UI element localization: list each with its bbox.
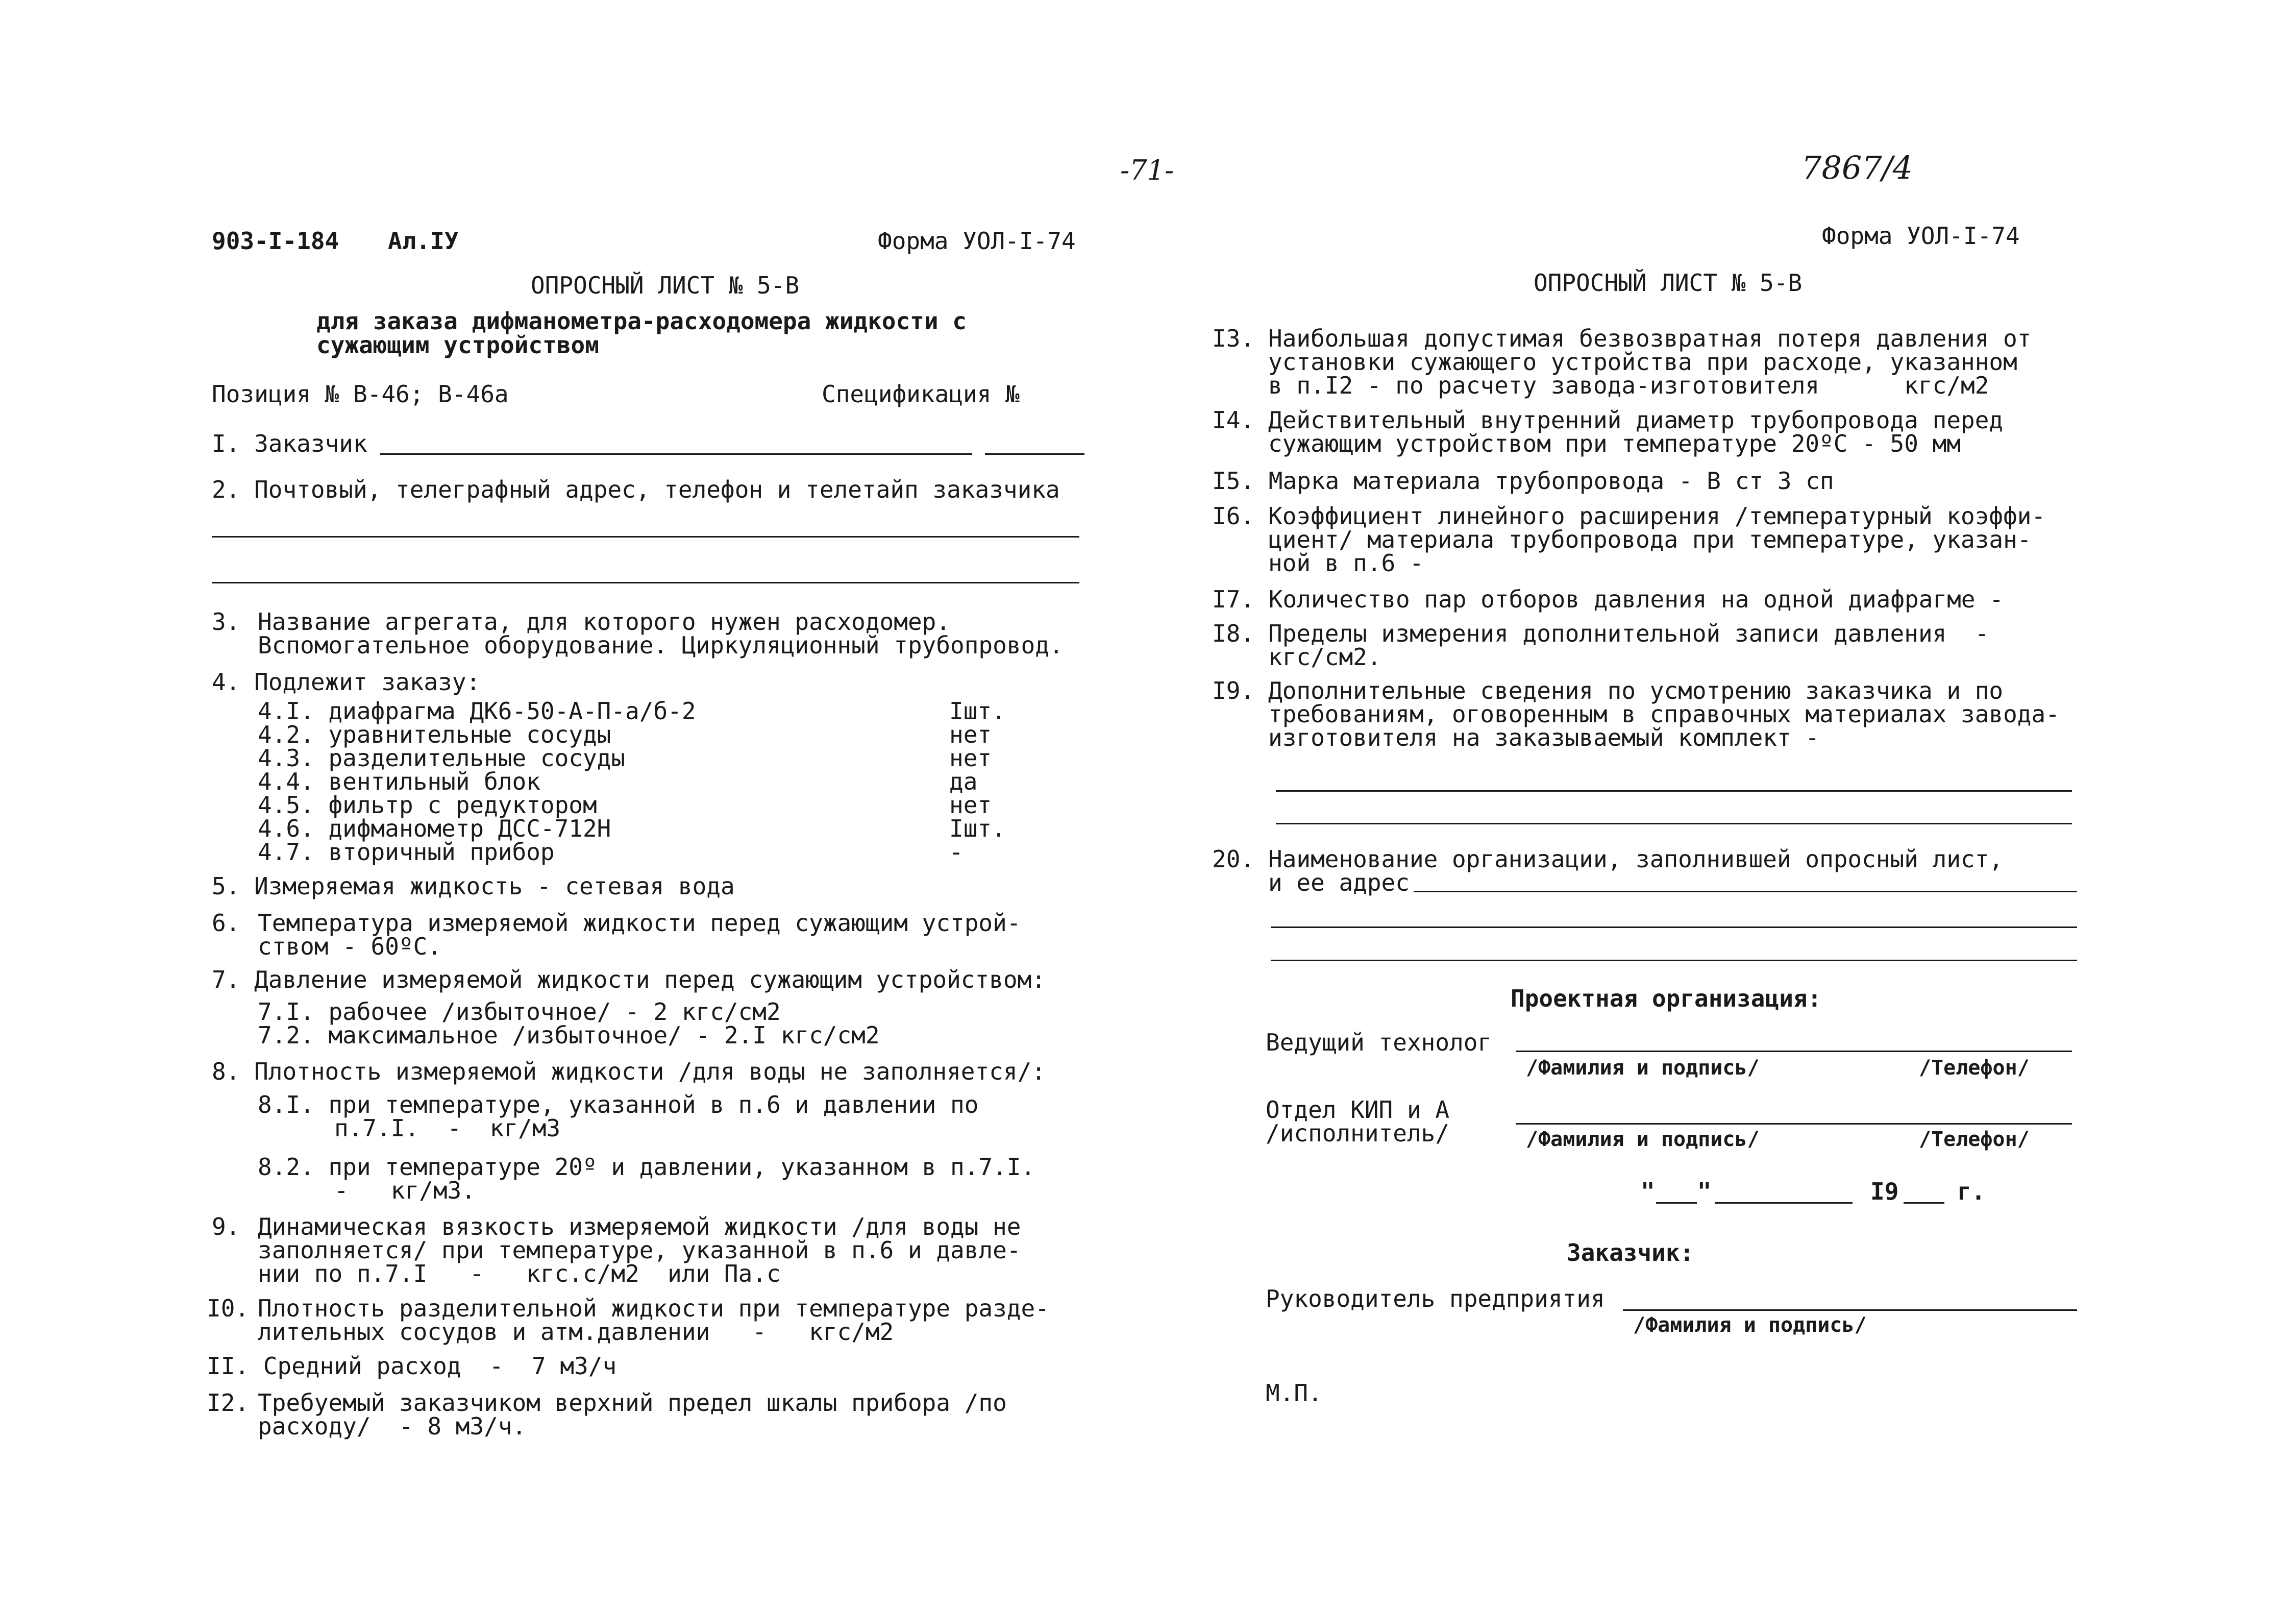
item-8: 8. Плотность измеряемой жидкости /для воды не заполняется/:	[212, 1058, 1046, 1085]
item-13-line-1: Наибольшая допустимая безвозвратная потеря давления от	[1268, 325, 2032, 352]
order-item-label: 4.7. вторичный прибор	[258, 838, 555, 866]
address-line-2	[212, 582, 1079, 583]
page-title-left: ОПРОСНЫЙ ЛИСТ № 5-В	[531, 272, 800, 299]
order-item-value: нет	[949, 791, 992, 819]
date-quotes: " "	[1641, 1178, 1712, 1205]
page-number: -71-	[1120, 154, 1174, 186]
customer-heading: Заказчик:	[1567, 1239, 1694, 1266]
date-year-line	[1904, 1202, 1944, 1204]
order-item	[258, 699, 1033, 723]
order-item-label: 4.I. диафрагма ДК6-50-А-П-а/б-2	[258, 697, 696, 725]
item-7-1: 7.I. рабочее /избыточное/ - 2 кгс/см2	[258, 998, 781, 1026]
order-item	[258, 770, 1033, 793]
item-6-line-2: ством - 60ºС.	[258, 933, 442, 960]
item-14-line-2: сужающим устройством при температуре 20ºС - 50 мм	[1268, 430, 1961, 457]
lead-technologist-signature-line	[1516, 1051, 2072, 1052]
subtitle-line-2: сужающим устройством	[316, 331, 599, 359]
stamp-place: М.П.	[1266, 1379, 1322, 1407]
item-16-line-1: Коэффициент линейного расширения /температурный коэффи-	[1268, 502, 2046, 530]
item-7-2: 7.2. максимальное /избыточное/ - 2.I кгс/см2	[258, 1021, 880, 1049]
item-19-line-blank-1	[1276, 790, 2072, 792]
item-10-line-2: лительных сосудов и атм.давлении - кгс/м2	[258, 1318, 894, 1346]
item-16-line-2: циент/ материала трубопровода при температуре, указан-	[1268, 526, 2032, 553]
date-day-line	[1656, 1202, 1697, 1204]
item-3-line-1: Название агрегата, для которого нужен расходомер.	[258, 608, 951, 636]
item-8-1-line-1: 8.I. при температуре, указанной в п.6 и давлении по	[258, 1091, 979, 1118]
lead-technologist-label: Ведущий технолог	[1266, 1029, 1492, 1056]
item-15: I5. Марка материала трубопровода - В ст 3 сп	[1212, 467, 1834, 495]
doc-code: 903-I-184	[212, 227, 339, 255]
order-item-value: да	[949, 768, 978, 795]
item-13-line-3: в п.I2 - по расчету завода-изготовителя кгс/м2	[1268, 372, 1989, 399]
item-7: 7. Давление измеряемой жидкости перед сужающим устройством:	[212, 966, 1046, 993]
order-item-label: 4.5. фильтр с редуктором	[258, 791, 597, 819]
customer-line	[380, 453, 972, 455]
director-signature-line	[1623, 1309, 2077, 1311]
item-5: 5. Измеряемая жидкость - сетевая вода	[212, 872, 735, 900]
order-item	[258, 840, 1033, 864]
item-8-2-line-2: - кг/м3.	[334, 1177, 476, 1204]
order-item-value: Iшт.	[949, 697, 1006, 725]
item-19-line-2: требованиям, оговоренным в справочных материалах завода-	[1268, 700, 2060, 728]
item-20-line-2: и ее адрес	[1268, 869, 1410, 896]
item-2-address: 2. Почтовый, телеграфный адрес, телефон и телетайп заказчика	[212, 476, 1060, 503]
form-label-right: Форма УОЛ-I-74	[1822, 222, 2020, 250]
item-20-line-1: Наименование организации, заполнившей опросный лист,	[1268, 845, 2004, 873]
order-item-value: Iшт.	[949, 815, 1006, 842]
order-item-value: нет	[949, 721, 992, 748]
dept-label-line-2: /исполнитель/	[1266, 1119, 1450, 1147]
album-label: Ал.IУ	[388, 227, 459, 255]
item-8-2-line-1: 8.2. при температуре 20º и давлении, указанном в п.7.I.	[258, 1153, 1035, 1181]
item-8-1-line-2: п.7.I. - кг/м3	[334, 1114, 561, 1142]
item-4-order-heading: 4. Подлежит заказу:	[212, 668, 481, 696]
item-12-line-1: Требуемый заказчиком верхний предел шкалы прибора /по	[258, 1389, 1007, 1417]
item-16-line-3: ной в п.6 -	[1268, 549, 1424, 577]
subtitle-line-1: для заказа дифманометра-расходомера жидкости с	[316, 307, 967, 335]
lead-technologist-name-caption: /Фамилия и подпись/	[1526, 1056, 1760, 1080]
dept-name-caption: /Фамилия и подпись/	[1526, 1128, 1760, 1151]
item-1-customer: I. Заказчик	[212, 430, 367, 457]
order-item	[258, 723, 1033, 746]
item-9-line-1: Динамическая вязкость измеряемой жидкости /для воды не	[258, 1213, 1021, 1240]
lead-technologist-phone-caption: /Телефон/	[1919, 1056, 2030, 1080]
item-13-line-2: установки сужающего устройства при расходе, указанном	[1268, 348, 2017, 376]
item-10-line-1: Плотность разделительной жидкости при температуре разде-	[258, 1295, 1049, 1322]
org-line-2	[1271, 926, 2077, 928]
director-name-caption: /Фамилия и подпись/	[1633, 1313, 1867, 1337]
archive-number: 7867/4	[1801, 149, 1913, 186]
date-year-suffix: г.	[1957, 1178, 1986, 1205]
specification-field: Спецификация №	[822, 380, 1020, 408]
position-field: Позиция № В-46; В-46а	[212, 380, 509, 408]
item-3-line-2: Вспомогательное оборудование. Циркуляционный трубопровод.	[258, 631, 1064, 659]
org-address-line	[1414, 891, 2077, 892]
order-item-value: -	[949, 838, 964, 866]
item-17: I7. Количество пар отборов давления на одной диафрагме -	[1212, 586, 2004, 613]
order-item-label: 4.6. дифманометр ДСС-712Н	[258, 815, 611, 842]
item-6-line-1: Температура измеряемой жидкости перед сужающим устрой-	[258, 909, 1021, 937]
item-18-line-1: Пределы измерения дополнительной записи давления -	[1268, 620, 1989, 647]
org-line-3	[1271, 960, 2077, 961]
order-item	[258, 746, 1033, 770]
order-item-value: нет	[949, 744, 992, 772]
date-month-line	[1715, 1202, 1853, 1204]
dept-phone-caption: /Телефон/	[1919, 1128, 2030, 1151]
project-org-heading: Проектная организация:	[1511, 985, 1822, 1012]
address-line-1	[212, 536, 1079, 538]
order-item	[258, 817, 1033, 840]
order-item-label: 4.3. разделительные сосуды	[258, 744, 626, 772]
director-label: Руководитель предприятия	[1266, 1285, 1605, 1312]
item-19-line-blank-2	[1276, 823, 2072, 824]
order-item	[258, 793, 1033, 817]
customer-line-2	[985, 453, 1084, 455]
item-9-line-2: заполняется/ при температуре, указанной в п.6 и давле-	[258, 1236, 1021, 1264]
item-19-line-1: Дополнительные сведения по усмотрению заказчика и по	[1268, 677, 2004, 704]
item-11: II. Средний расход - 7 м3/ч	[207, 1352, 617, 1380]
item-19-line-3: изготовителя на заказываемый комплект -	[1268, 724, 1820, 751]
dept-label-line-1: Отдел КИП и А	[1266, 1096, 1450, 1124]
dept-signature-line	[1516, 1123, 2072, 1125]
date-year-prefix: I9	[1870, 1178, 1899, 1205]
item-18-line-2: кгс/см2.	[1268, 643, 1381, 671]
form-label-left: Форма УОЛ-I-74	[878, 227, 1076, 255]
order-item-label: 4.4. вентильный блок	[258, 768, 540, 795]
page-title-right: ОПРОСНЫЙ ЛИСТ № 5-В	[1534, 269, 1803, 297]
item-9-line-3: нии по п.7.I - кгс.с/м2 или Па.с	[258, 1260, 781, 1287]
order-item-label: 4.2. уравнительные сосуды	[258, 721, 611, 748]
item-14-line-1: Действительный внутренний диаметр трубопровода перед	[1268, 406, 2004, 434]
item-12-line-2: расходу/ - 8 м3/ч.	[258, 1412, 527, 1440]
